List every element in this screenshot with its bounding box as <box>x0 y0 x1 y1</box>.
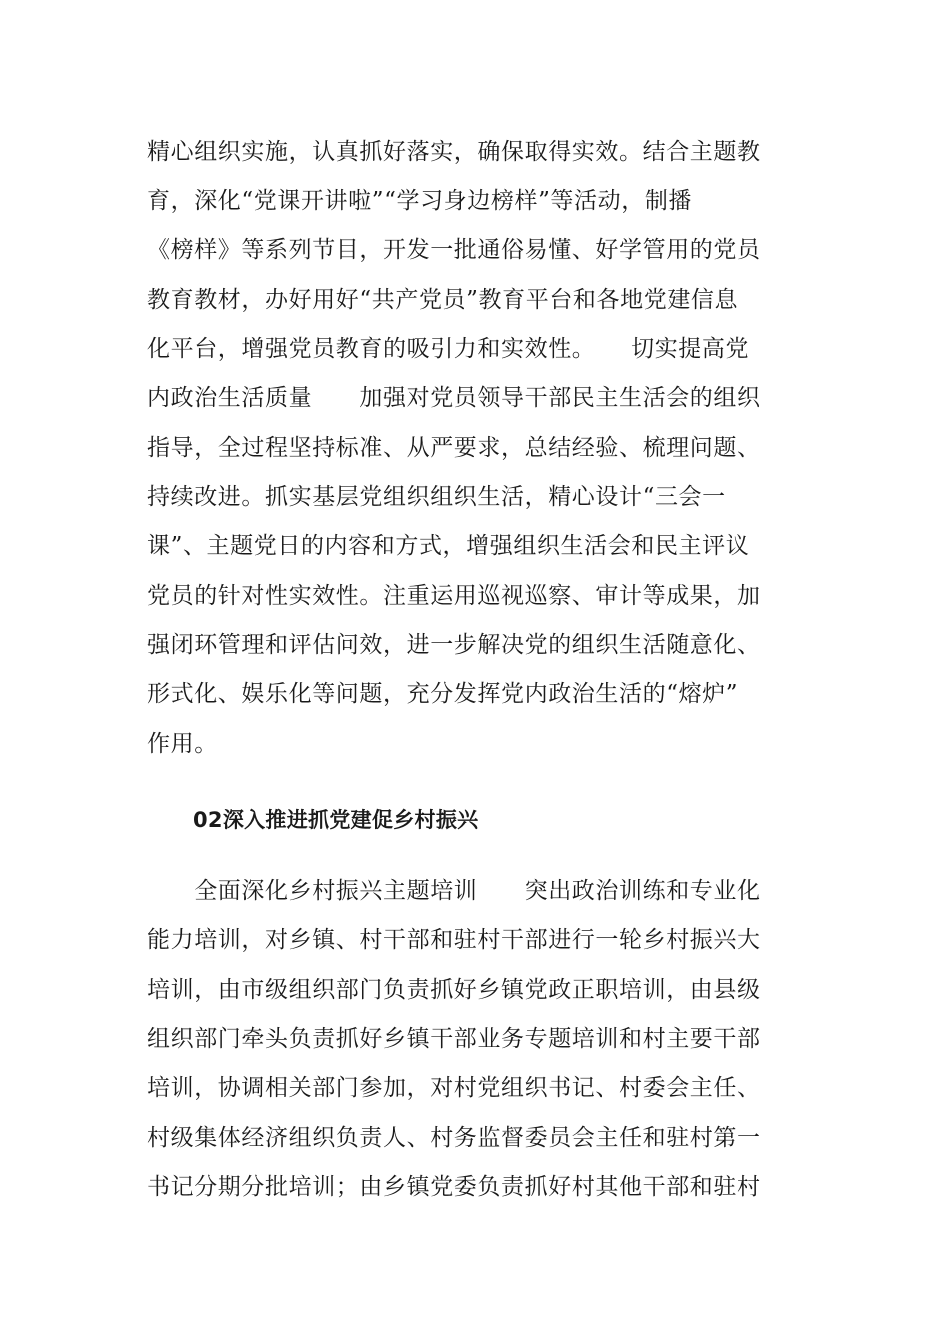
text-line: 村级集体经济组织负责人、村务监督委员会主任和驻村第一 <box>147 1125 761 1151</box>
text-line: 培训，协调相关部门参加，对村党组织书记、村委会主任、 <box>147 1075 761 1101</box>
text-line: 《榜样》等系列节目，开发一批通俗易懂、好学管用的党员 <box>147 237 761 263</box>
text-line: 精心组织实施，认真抓好落实，确保取得实效。结合主题教 <box>147 139 761 165</box>
text-line: 指导，全过程坚持标准、从严要求，总结经验、梳理问题、 <box>147 435 761 461</box>
text-line: 内政治生活质量 加强对党员领导干部民主生活会的组织 <box>147 385 761 411</box>
text-line: 全面深化乡村振兴主题培训 突出政治训练和专业化 <box>147 878 761 904</box>
text-line: 组织部门牵头负责抓好乡镇干部业务专题培训和村主要干部 <box>147 1026 761 1052</box>
text-line: 化平台，增强党员教育的吸引力和实效性。 切实提高党 <box>147 336 750 362</box>
text-line: 作用。 <box>147 731 218 757</box>
text-line: 形式化、娱乐化等问题，充分发挥党内政治生活的“熔炉” <box>147 681 739 707</box>
section-heading: 02深入推进抓党建促乡村振兴 <box>193 808 479 832</box>
text-line: 书记分期分批培训；由乡镇党委负责抓好村其他干部和驻村 <box>147 1174 761 1200</box>
text-line: 教育教材，办好用好“共产党员”教育平台和各地党建信息 <box>147 287 739 313</box>
text-line: 能力培训，对乡镇、村干部和驻村干部进行一轮乡村振兴大 <box>147 927 761 953</box>
text-line: 党员的针对性实效性。注重运用巡视巡察、审计等成果，加 <box>147 583 761 609</box>
text-line: 持续改进。抓实基层党组织组织生活，精心设计“三会一 <box>147 484 726 510</box>
text-line: 强闭环管理和评估问效，进一步解决党的组织生活随意化、 <box>147 632 761 658</box>
text-line: 培训，由市级组织部门负责抓好乡镇党政正职培训，由县级 <box>147 977 761 1003</box>
text-line: 课”、主题党日的内容和方式，增强组织生活会和民主评议 <box>147 533 750 559</box>
text-line: 育，深化“党课开讲啦”“学习身边榜样”等活动，制播 <box>147 188 693 214</box>
